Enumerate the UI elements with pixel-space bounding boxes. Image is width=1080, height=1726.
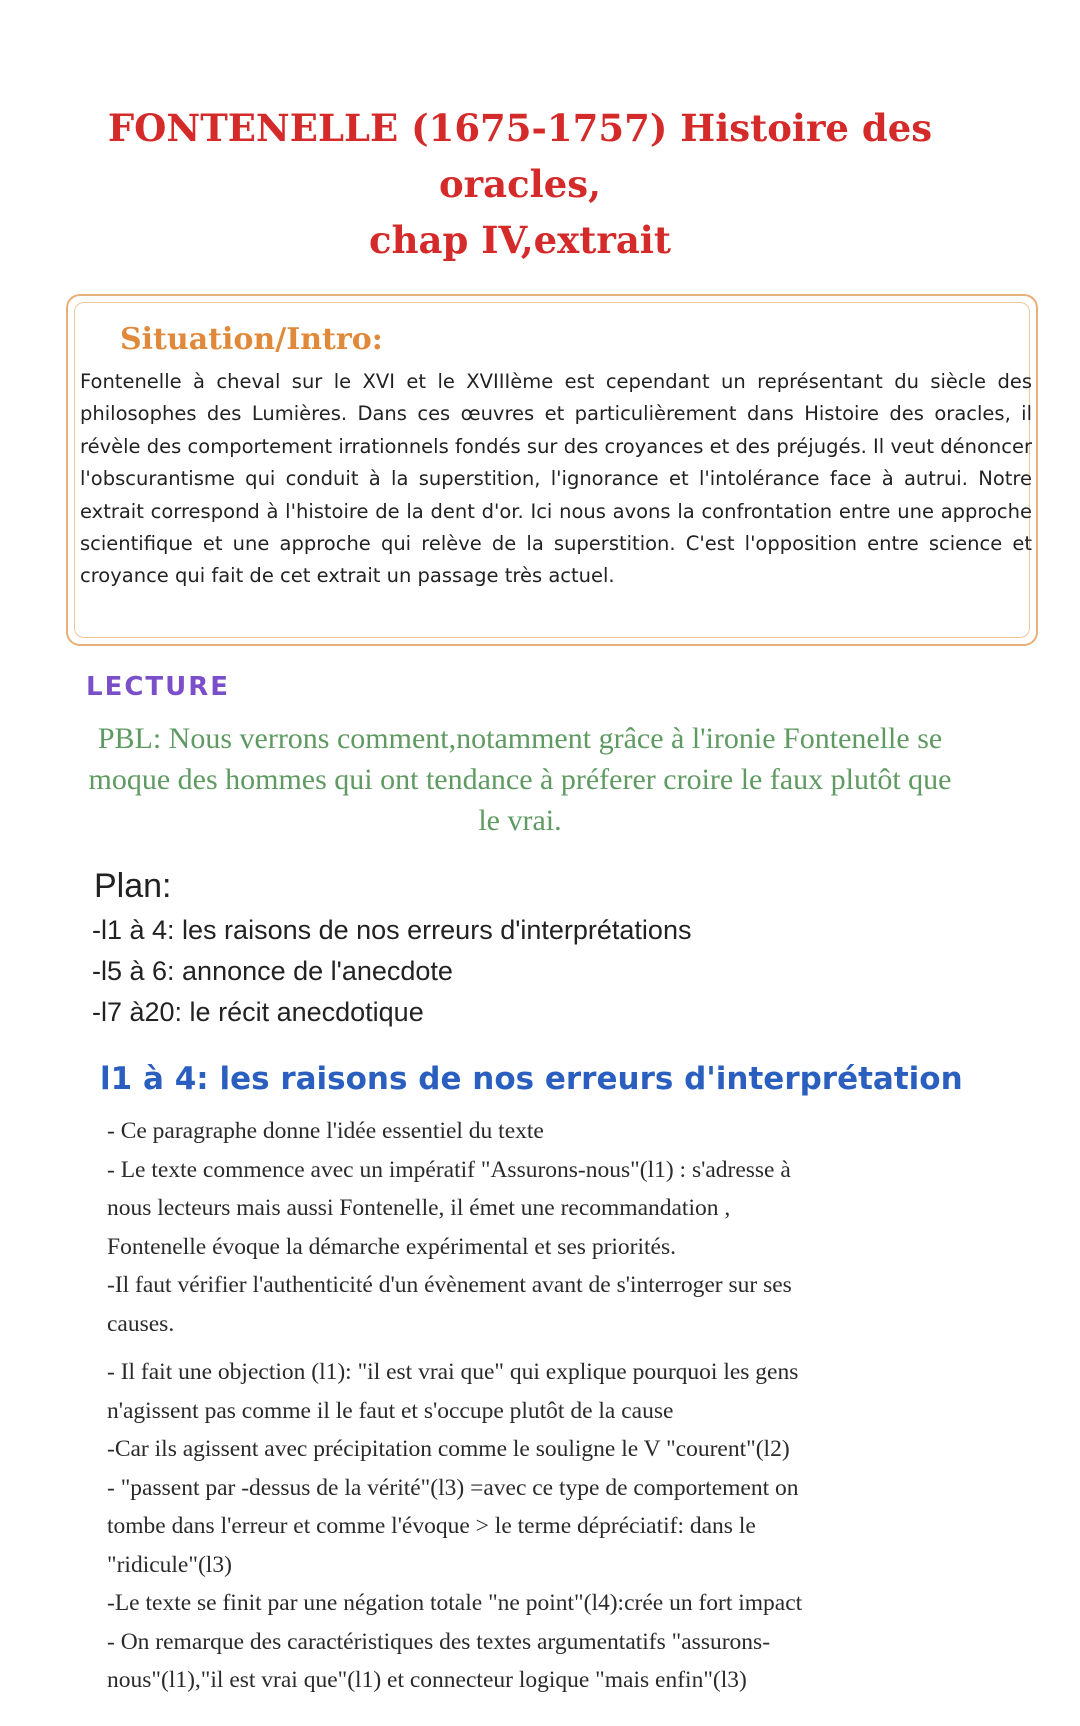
body-line: -Car ils agissent avec précipitation comme le souligne le V "courent"(l2) (107, 1436, 790, 1462)
plan-item: -l5 à 6: annonce de l'anecdote (92, 956, 453, 986)
body-line: - "passent par -dessus de la vérité"(l3) =avec ce type de comportement on (107, 1474, 799, 1501)
lecture-label: LECTURE (86, 672, 231, 702)
plan-list (92, 910, 691, 1033)
page-title (60, 100, 980, 268)
body-line: - Le texte commence avec un impératif "Assurons-nous"(l1) : s'adresse à (107, 1156, 791, 1183)
situation-heading: Situation/Intro: (120, 322, 383, 357)
body-line: "ridicule"(l3) (107, 1551, 232, 1578)
situation-text: Fontenelle à cheval sur le XVI et le XVIIIème est cependant un représentant du siècle des philosophes des Lumières. Dans ces œuvres et particulièrement dans Histoire des oracles, il révèle des comportement irrationnels fondés sur des croyances et des préjugés. Il veut dénoncer l'obscurantisme qui conduit à la superstition, l'ignorance et l'intolérance face à autrui. Notre extrait correspond à l'histoire de la dent d'or. Ici nous avons la confrontation entre une approche scientifique et une approche qui relève de la superstition. C'est l'opposition entre science et croyance qui fait de cet extrait un passage très actuel. (80, 370, 1032, 588)
title-line-2: chap IV,extrait (369, 218, 671, 262)
body-line: tombe dans l'erreur et comme l'évoque > le terme dépréciatif: dans le (107, 1513, 756, 1539)
body-line: causes. (107, 1310, 175, 1337)
body-line: Fontenelle évoque la démarche expérimental et ses priorités. (107, 1233, 677, 1260)
body-line: -Il faut vérifier l'authenticité d'un évènement avant de s'interroger sur ses (107, 1272, 792, 1298)
section-body (107, 1112, 967, 1700)
title-line-1: FONTENELLE (1675-1757) Histoire des oracles, (107, 106, 933, 206)
plan-title: Plan: (94, 867, 172, 905)
plan-item: -l1 à 4: les raisons de nos erreurs d'interprétations (92, 915, 692, 945)
body-line: - Il fait une objection (l1): "il est vrai que" qui explique pourquoi les gens (107, 1359, 799, 1385)
pbl-text: PBL: Nous verrons comment,notamment grâce à l'ironie Fontenelle se moque des hommes qui ont tendance à préferer croire le faux plutôt que le vrai. (88, 722, 952, 837)
body-line: nous"(l1),"il est vrai que"(l1) et connecteur logique "mais enfin"(l3) (107, 1667, 747, 1693)
section-heading: l1 à 4: les raisons de nos erreurs d'interprétation (100, 1061, 963, 1097)
body-line: -Le texte se finit par une négation totale "ne point"(l4):crée un fort impact (107, 1590, 803, 1616)
body-line: - Ce paragraphe donne l'idée essentiel du texte (107, 1118, 544, 1144)
body-line: n'agissent pas comme il le faut et s'occupe plutôt de la cause (107, 1397, 674, 1424)
body-line: - On remarque des caractéristiques des textes argumentatifs "assurons- (107, 1628, 771, 1655)
body-line: nous lecteurs mais aussi Fontenelle, il émet une recommandation , (107, 1195, 731, 1221)
plan-item: -l7 à20: le récit anecdotique (92, 997, 424, 1027)
